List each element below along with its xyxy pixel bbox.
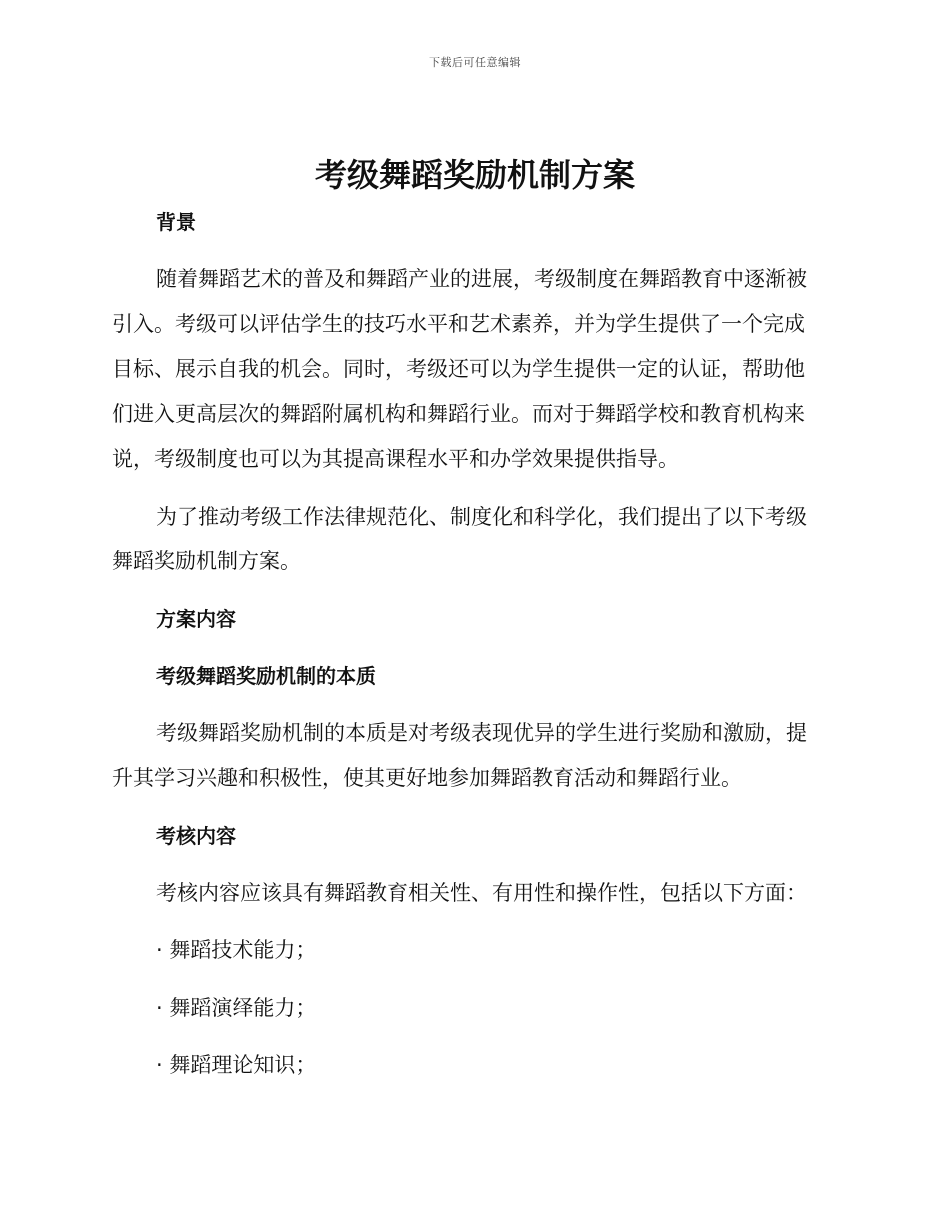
bullet-item: · 舞蹈理论知识；	[156, 1053, 317, 1077]
paragraph-line: 们进入更高层次的舞蹈附属机构和舞蹈行业。而对于舞蹈学校和教育机构来	[112, 402, 805, 426]
paragraph-line: 考级舞蹈奖励机制的本质是对考级表现优异的学生进行奖励和激励，提	[156, 721, 807, 745]
paragraph-line: 目标、展示自我的机会。同时，考级还可以为学生提供一定的认证，帮助他	[112, 357, 805, 381]
bullet-item: · 舞蹈演绎能力；	[156, 996, 317, 1020]
assessment-intro: 考核内容应该具有舞蹈教育相关性、有用性和操作性，包括以下方面：	[156, 881, 807, 905]
subheading-assessment: 考核内容	[156, 824, 236, 848]
paragraph-line: 随着舞蹈艺术的普及和舞蹈产业的进展，考级制度在舞蹈教育中逐渐被	[156, 267, 807, 291]
paragraph-line: 升其学习兴趣和积极性，使其更好地参加舞蹈教育活动和舞蹈行业。	[112, 766, 742, 790]
paragraph-line: 为了推动考级工作法律规范化、制度化和科学化，我们提出了以下考级	[156, 505, 807, 529]
bullet-item: · 舞蹈技术能力；	[156, 938, 317, 962]
paragraph-line: 舞蹈奖励机制方案。	[112, 549, 301, 573]
paragraph-line: 说，考级制度也可以为其提高课程水平和办学效果提供指导。	[112, 447, 679, 471]
subheading-essence: 考级舞蹈奖励机制的本质	[156, 664, 376, 688]
section-heading-background: 背景	[156, 210, 196, 234]
section-heading-content: 方案内容	[156, 607, 236, 631]
header-note: 下载后可任意编辑	[429, 56, 521, 69]
document-title: 考级舞蹈奖励机制方案	[314, 156, 635, 194]
paragraph-line: 引入。考级可以评估学生的技巧水平和艺术素养，并为学生提供了一个完成	[112, 312, 805, 336]
